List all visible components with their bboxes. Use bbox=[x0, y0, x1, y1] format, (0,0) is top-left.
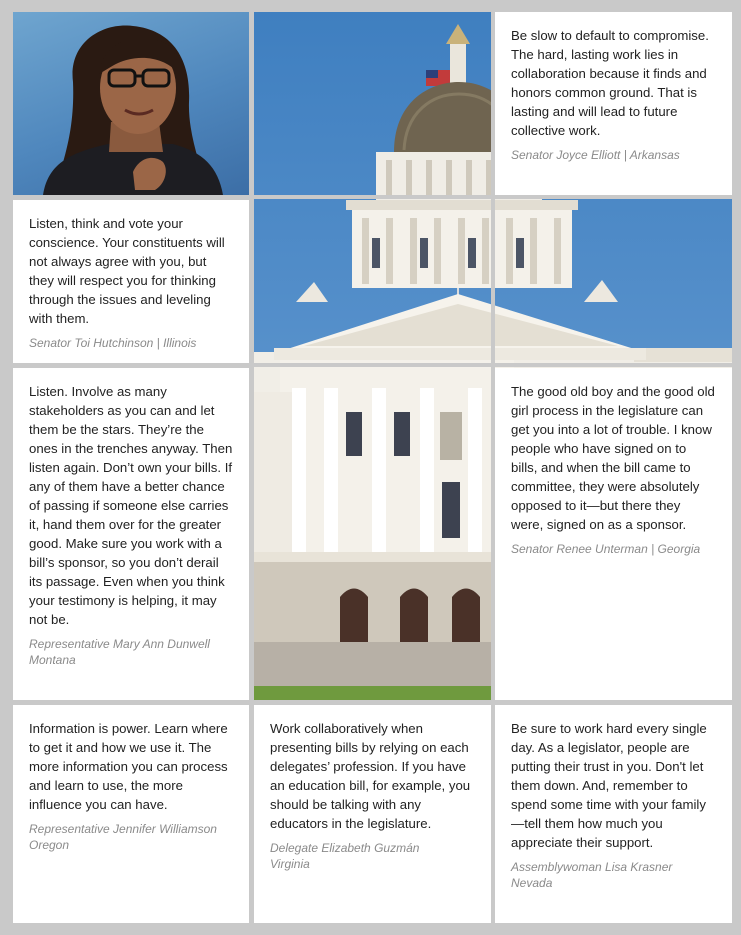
attribution-name: Assemblywoman Lisa Krasner bbox=[511, 860, 673, 874]
attribution-name: Delegate Elizabeth Guzmán bbox=[270, 841, 420, 855]
quote-attribution bbox=[29, 821, 233, 853]
quote-card-guzman bbox=[254, 705, 491, 923]
quote-text: Information is power. Learn where to get it and how we use it. The more information you can process and learn to use, the more influence you can have. bbox=[29, 721, 228, 812]
quote-card-unterman bbox=[495, 368, 732, 700]
quote-text: Be slow to default to compromise. The hard, lasting work lies in collaboration because it finds and honors common ground. That is lasting and will lead to future collective work. bbox=[511, 28, 709, 138]
quote-attribution: Senator Joyce Elliott | Arkansas bbox=[511, 148, 680, 162]
quote-card-dunwell bbox=[13, 368, 249, 700]
attribution-state: Oregon bbox=[29, 838, 70, 852]
quote-card-hutchinson bbox=[13, 200, 249, 363]
attribution-name: Representative Jennifer Williamson bbox=[29, 822, 217, 836]
tile-divider-horizontal bbox=[254, 363, 732, 367]
quote-text: Listen. Involve as many stakeholders as you can and let them be the stars. They’re the ones in the trenches anyway. Then listen again. Don’t own your bills. If any of them have a better chance of passing if someone else carries it, hand them over for the greater good. Make sure you work with a bill’s sponsor, so you don’t derail its passage. Even when you think your testimony is helping, it may not be. bbox=[29, 384, 233, 627]
attribution-state: Virginia bbox=[270, 857, 310, 871]
quote-attribution bbox=[270, 840, 475, 872]
senator-photo bbox=[13, 12, 249, 195]
quote-card-elliott bbox=[495, 12, 732, 195]
quote-text: Listen, think and vote your conscience. Your constituents will not always agree with you, but they will respect you for thinking through the issues and leveling with them. bbox=[29, 216, 225, 326]
quote-card-williamson bbox=[13, 705, 249, 923]
quote-text: The good old boy and the good old girl process in the legislature can get you into a lot of trouble. I know people who have signed on to bills, and when the bill came to committee, they were absolutely opposed to it—but there they were, signed on as a sponsor. bbox=[511, 384, 715, 532]
quote-attribution: Senator Renee Unterman | Georgia bbox=[511, 542, 701, 556]
quote-attribution: Senator Toi Hutchinson | Illinois bbox=[29, 336, 197, 350]
tile-divider-horizontal bbox=[254, 195, 732, 199]
quote-text: Be sure to work hard every single day. As a legislator, people are putting their trust in you. Don't let them down. And, remember to spend some time with your family—tell them how much you appreciate their support. bbox=[511, 721, 707, 850]
attribution-state: Nevada bbox=[511, 876, 553, 890]
attribution-name: Representative Mary Ann Dunwell bbox=[29, 637, 210, 651]
quote-attribution bbox=[29, 636, 233, 668]
quote-attribution bbox=[511, 859, 716, 891]
quote-text: Work collaboratively when presenting bills by relying on each delegates’ profession. If you have an education bill, for example, you should be talking with any educators in the legislature. bbox=[270, 721, 471, 831]
quote-card-krasner bbox=[495, 705, 732, 923]
attribution-state: Montana bbox=[29, 653, 76, 667]
